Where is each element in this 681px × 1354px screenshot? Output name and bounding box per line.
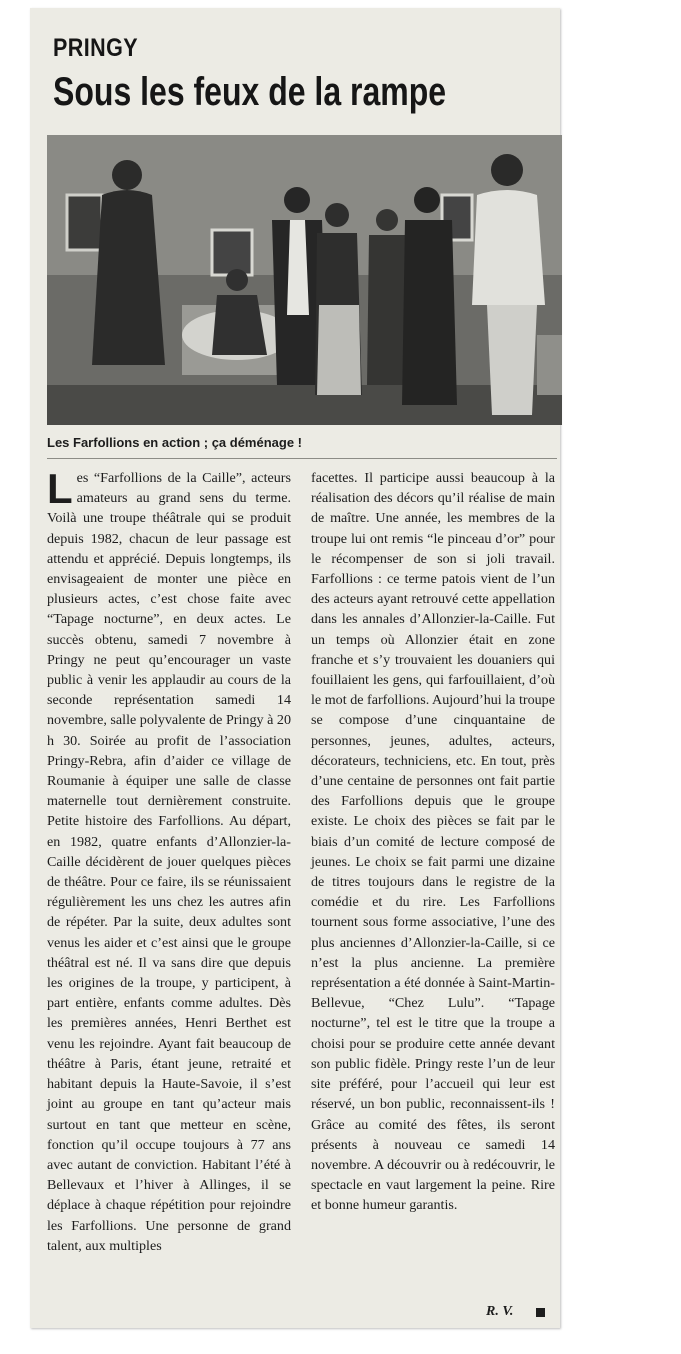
right-column-text: facettes. Il participe aussi beaucoup à la réalisation des décors qu’il réalise de main de maître. Une année, les membres de la troupe lui ont remis “le pinceau d’or” pour le récompenser de son si joli travail. Farfollions : ce terme patois vient de l’un des acteurs ayant retrouvé cette appellation dans les annales d’Allonzier-la-Caille. Fut un temps où Allonzier était en zone franche et s’y trouvaient les douaniers qui fouillaient les gens, qui farfouillaient, d’où le mot de farfollions. Aujourd’hui la troupe se compose d’une cinquantaine de personnes, jeunes, adultes, acteurs, décorateurs, techniciens, etc. En tout, près d’une centaine de personnes ont fait partie des Farfollions depuis que le groupe existe. Le choix des pièces se fait par le biais d’un comité de lecture composé de jeunes. Le choix se fait parmi une dizaine de titres toujours dans le registre de la comédie et du rire. Les Farfollions tournent sous forme associative, l’une des plus anciennes d’Allonzier-la-Caille, si ce n’est la plus ancienne. La première représentation a été donnée à Saint-Martin-Bellevue, “Chez Lulu”. “Tapage nocturne”, tel est le titre que la troupe a choisi pour se produire cette année devant son public fidèle. Pringy reste l’un de leur site préféré, pour l’accueil qui leur est réservé, un bon public, reconnaissent-ils ! Grâce au comité des fêtes, ils seront présents à nouveau ce samedi 14 novembre. A découvrir ou à redécouvrir, le spectacle en vaut largement la peine. Rire et bonne humeur garantis. (311, 470, 555, 1214)
stage-photo-illustration (47, 135, 562, 425)
left-column-body: es “Farfollions de la Caille”, acteurs amateurs au grand sens du terme. Voilà une troupe théâtrale qui se produit depuis 1982, chacun de leur passage est attendu et apprécié. Depuis longtemps, ils envisageaient de monter une pièce en plusieurs actes, c’est chose faite avec “Tapage nocturne”, en deux actes. Le succès obtenu, samedi 7 novembre à Pringy ne peut qu’encourager un vaste public à venir les applaudir au cours de la seconde représentation samedi 14 novembre, salle polyvalente de Pringy à 20 h 30. Soirée au profit de l’association Pringy-Rebra, afin d’aider ce village de Roumanie à équiper une salle de classe maternelle tout dernièrement construite. Petite histoire des Farfollions. Au départ, en 1982, quatre enfants d’Allonzier-la-Caille décidèrent de jouer quelques pièces de théâtre. Pour ce faire, ils se réunissaient régulièrement les uns chez les autres afin de répéter. Par la suite, deux adultes sont venus les aider et c’est ainsi que le groupe théâtral est né. Il va sans dire que depuis les origines de la troupe, y participent, à part entière, enfants comme adultes. Dès les premières années, Henri Berthet est venu les rejoindre. Ayant fait beaucoup de théâtre à Paris, étant jeune, retraité et habitant depuis la Haute-Savoie, il s’est joint au groupe en tant qu’acteur mais surtout en tant que metteur en scène, fonction qu’il occupe toujours à 77 ans avec autant de conviction. Habitant l’été à Bellevaux et l’hiver à Allinges, il se déplace à chaque répétition pour rejoindre les Farfollions. Une personne de grand talent, aux multiples (47, 470, 291, 1254)
article-column-right (311, 468, 555, 1216)
end-mark (536, 1308, 545, 1317)
author-signature: R. V. (486, 1304, 514, 1319)
left-column-text (47, 465, 291, 1256)
photo-caption: Les Farfollions en action ; ça déménage ! (47, 435, 303, 450)
caption-divider (47, 458, 557, 459)
article-column-left (47, 465, 291, 1256)
drop-cap: L (47, 465, 73, 512)
article-headline: Sous les feux de la rampe (53, 70, 447, 114)
stage-photo (47, 135, 562, 425)
article-kicker: PRINGY (53, 34, 139, 62)
